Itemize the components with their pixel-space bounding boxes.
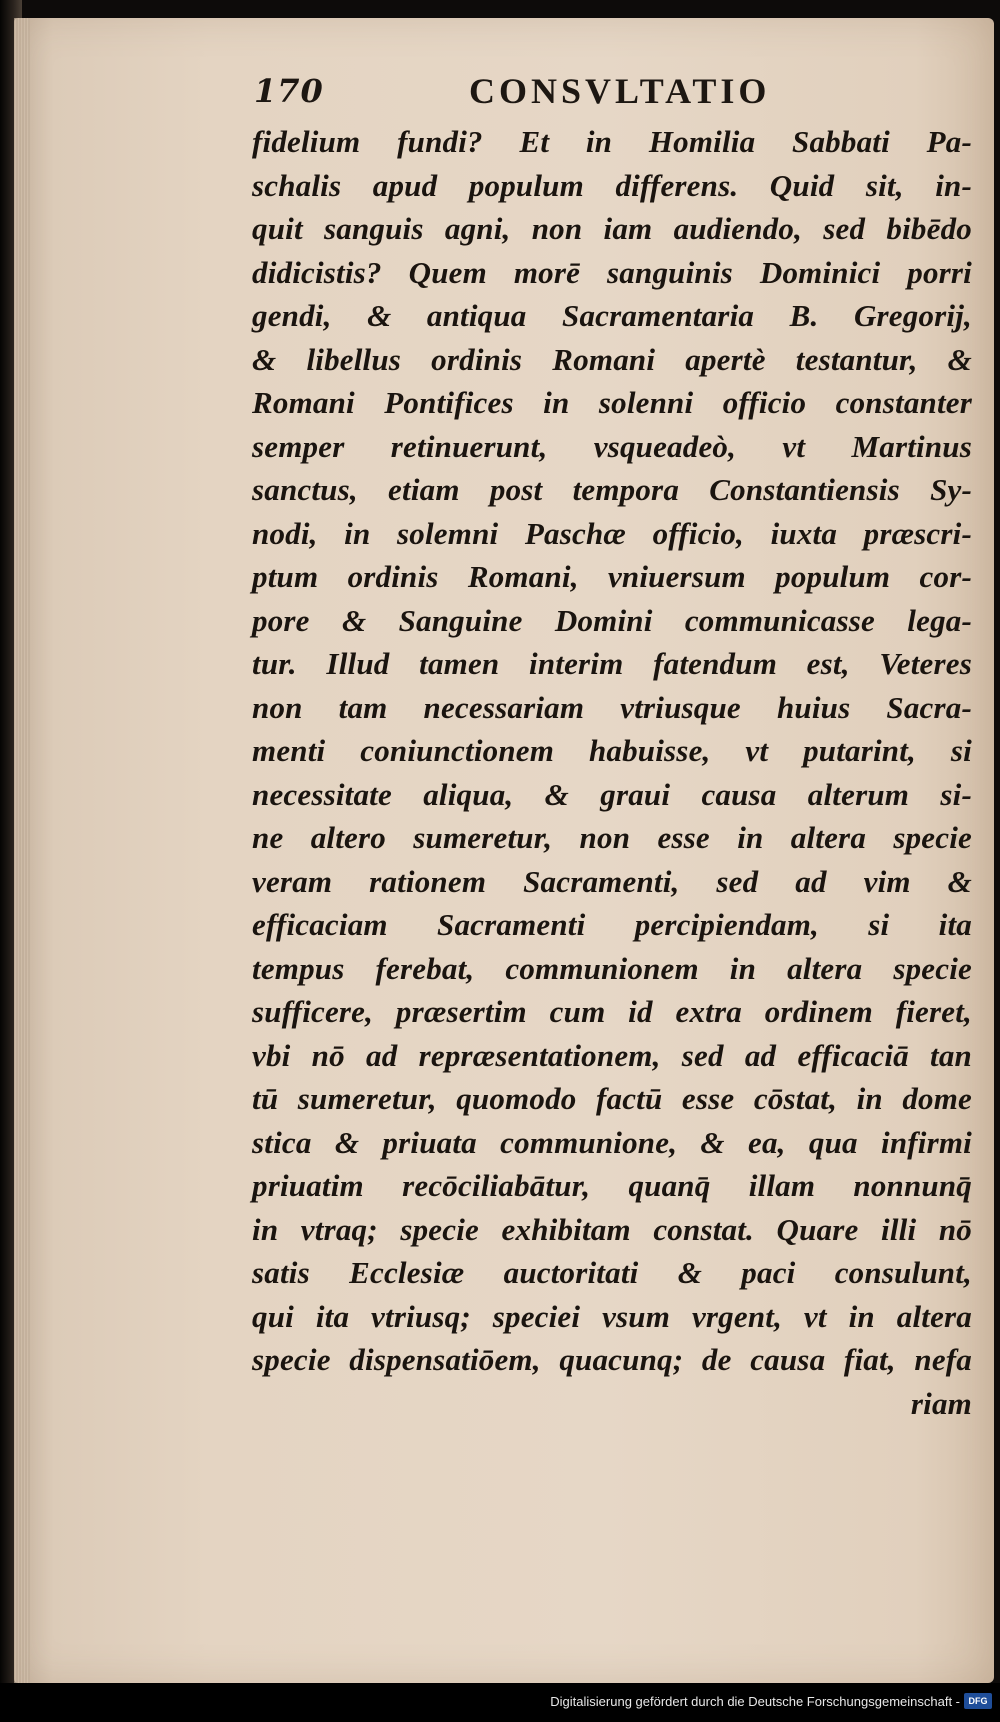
text-line: didicistis? Quem morē sanguinis Dominici porri [252,254,972,290]
text-line: in vtraq; specie exhibitam constat. Quare illi nō [252,1211,972,1247]
text-line: tū sumeretur, quomodo factū esse cōstat, in dome [252,1081,972,1116]
text-line: non tam necessariam vtriusque huius Sacra- [252,689,972,725]
text-line: specie dispensatiōem, quacunq; de causa fiat, nefa [252,1342,972,1377]
catchword: riam [910,1385,972,1421]
page-number: 170 [254,72,324,110]
text-line: tur. Illud tamen interim fatendum est, Veteres [252,646,972,681]
text-line: nodi, in solemni Paschæ officio, iuxta præscri- [252,515,972,551]
text-line: veram rationem Sacramenti, sed ad vim & [252,863,972,899]
dfg-logo: DFG [964,1693,992,1709]
text-line: vbi nō ad repræsentationem, sed ad efficaciā tan [252,1037,972,1073]
text-line: sufficere, præsertim cum id extra ordinem fieret, [252,994,972,1029]
footer-credit: Digitalisierung gefördert durch die Deutsche Forschungsgemeinschaft - [550,1694,960,1709]
text-line: & libellus ordinis Romani apertè testantur, & [252,341,972,377]
text-line: qui ita vtriusq; speciei vsum vrgent, vt in altera [252,1298,972,1334]
text-line: gendi, & antiqua Sacramentaria B. Gregorij, [252,298,972,333]
page-header [254,68,974,118]
text-line: stica & priuata communione, & ea, qua infirmi [252,1124,972,1160]
running-head: CONSVLTATIO [469,71,771,111]
text-line: pore & Sanguine Domini communicasse lega- [252,602,972,638]
text-line: fidelium fundi? Et in Homilia Sabbati Pa- [252,124,972,159]
text-line: necessitate aliqua, & graui causa alterum si- [252,776,972,812]
text-line: Romani Pontifices in solenni officio constanter [252,385,972,420]
text-line: menti coniunctionem habuisse, vt putarint, si [252,733,972,768]
text-line: schalis apud populum differens. Quid sit, in- [252,167,972,203]
text-line: sanctus, etiam post tempora Constantiensis Sy- [252,472,972,507]
body-text [252,120,972,1425]
text-line: efficaciam Sacramenti percipiendam, si ita [252,907,972,942]
text-line: priuatim recōciliabātur, quanq̄ illam nonnunq̄ [252,1168,972,1203]
page-edge [14,18,30,1683]
text-line: satis Ecclesiæ auctoritati & paci consulunt, [252,1255,972,1290]
text-line: ptum ordinis Romani, vniuersum populum cor- [252,559,972,594]
text-line: quit sanguis agni, non iam audiendo, sed bibēdo [252,211,972,246]
text-line: semper retinuerunt, vsqueadeò, vt Martinus [252,428,972,464]
digitization-footer [0,1683,1000,1722]
text-line: ne altero sumeretur, non esse in altera specie [252,820,972,855]
text-line: tempus ferebat, communionem in altera specie [252,950,972,986]
